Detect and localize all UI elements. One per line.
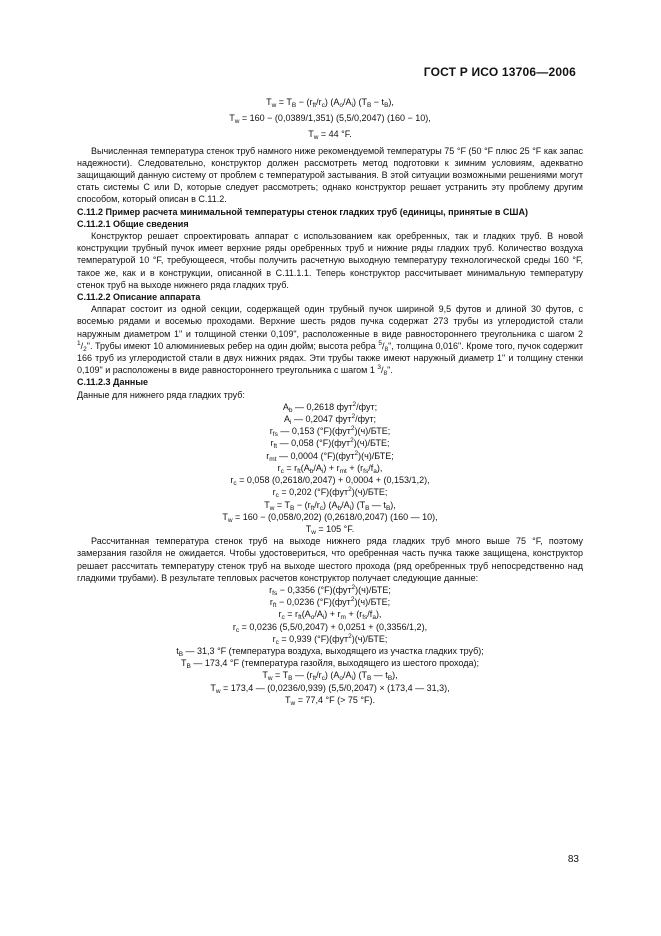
formula-line: $r_c = 0,939$ (°F)(фут$^2$)(ч)/БТЕ; xyxy=(272,632,388,646)
formula-line: $r_{ft}$ — 0,058 (°F)(фут$^2$)(ч)/БТЕ; xyxy=(270,437,390,451)
formula-line: $t_B$ — 31,3 °F (температура воздуха, выходящего из участка гладких труб); xyxy=(176,645,484,658)
formula-line: $A_b$ — 0,2618 фут$^2$/фут; xyxy=(282,400,378,414)
formula-line: $r_{mt}$ — 0,0004 (°F)(фут$^2$)(ч)/БТЕ; xyxy=(266,449,394,463)
formula-line: $r_c = 0,058$ (0,2618/0,2047) + 0,0004 + (0,153/1,2), xyxy=(230,475,430,488)
formula-line: $r_c = 0,202$ (°F)(фут$^2$)(ч)/БТЕ; xyxy=(272,486,388,500)
formula-line: $T_w = 77,4$ °F (> 75 °F). xyxy=(285,694,375,707)
formula-line: $r_{fs} - 0,3356$ (°F)(фут$^2$)(ч)/БТЕ; xyxy=(269,583,391,597)
formula-line: $r_c = 0,0236$ (5,5/0,2047) + 0,0251 + (0,3356/1,2), xyxy=(232,621,428,634)
document-body xyxy=(77,92,583,706)
section-heading: C.11.2.2 Описание аппарата xyxy=(77,292,201,303)
paragraph: Вычисленная температура стенок труб намного ниже рекомендуемой температуры 75 °F (50 °F плюс 25 °F как запас надежности). Следовательно, конструктор должен рассмотреть метод подготовки к зимним условиям, адекватно защищающий данную систему от проблем с температурой застывания. В этой ситуации возможными решениями могут стать системы C или D, которые следует рассмотреть; однако конструктор решает устранить эту проблему другим способом, который описан в C.11.2. xyxy=(77,145,583,205)
formula-line: $r_{ft} - 0,0236$ (°F)(фут$^2$)(ч)/БТЕ; xyxy=(269,596,391,610)
formula-line: $T_w = T_B - (r_{ft}/r_c)$ $(A_o/A_i) (T_B - t_B)$, xyxy=(266,97,394,109)
document-header: ГОСТ Р ИСО 13706—2006 xyxy=(423,65,576,79)
formula-line: $r_c = r_{ft}(A_o/A_i) + r_m + (r_{fs}/f_a)$, xyxy=(278,609,382,622)
formula-line: $T_w = 173,4$ — (0,0236/0,939) (5,5/0,2047) × (173,4 — 31,3), xyxy=(210,682,450,695)
paragraph: Аппарат состоит из одной секции, содержащей один трубный пучок шириной 9,5 футов и длиной 30 футов, с восемью рядами и восемью проходами. Верхние шесть рядов пучка содержат 273 трубы из углеродистой стали наружным диаметром 1" и толщиной стенки 0,109", расположенные в виде равностороннего треугольника с шагом 2 $^1/_2$". Трубы имеют 10 алюминиевых ребер на один дюйм; высота ребра $^5/_8$", толщина 0,016". Кроме того, пучок содержит 166 труб из углеродистой стали в двух нижних рядах. Эти трубы также имеют наружный диаметр 1" и толщину стенки 0,109" и расположены в виде равностороннего треугольника с шагом 1 $^3/_8$". xyxy=(77,304,583,378)
section-heading: C.11.2 Пример расчета минимальной температуры стенок гладких труб (единицы, принятые в США) xyxy=(77,206,528,217)
formula-line: $A_i$ — 0,2047 фут$^2$/фут; xyxy=(284,413,376,427)
paragraph: Рассчитанная температура стенок труб на выходе нижнего ряда гладких труб много выше 75 °F, поэтому замерзания газойля не ожидается. Чтобы удостовериться, что оребренная часть пучка также защищена, конструктор решает рассчитать температуру стенок труб на выходе шестого прохода (ряд оребренных труб непосредственно над гладкими трубами). В результате тепловых расчетов конструктор получает следующие данные: xyxy=(77,536,583,583)
formula-line: $r_{fs}$ — 0,153 (°F)(фут$^2$)(ч)/БТЕ; xyxy=(269,425,391,439)
formula-line: $T_w = T_B - (r_{ft}/r_c)$ $(A_b/A_i)$ ($T_B$ — $t_B$), xyxy=(264,499,396,512)
formula-line: $T_w = 160 - (0,0389/1,351)$ (5,5/0,2047) (160 − 10), xyxy=(229,113,431,126)
formula-line: $T_w = 105$ °F. xyxy=(305,523,355,536)
formula-line: $T_w = 160 - (0,058/0,202)$ (0,2618/0,2047) (160 — 10), xyxy=(222,511,438,524)
paragraph: Конструктор решает спроектировать аппарат с использованием как оребренных, так и гладких труб. В новой конструкции трубный пучок имеет верхние ряды оребренных труб и нижние ряды гладких труб. Количество воздуха температурой 10 °F, требующееся, чтобы получить расчетную выходную температуру технологической среды 160 °F, такое же, как и в конструкции, описанной в C.11.1.1. Теперь конструктор рассчитывает минимальную температуру стенок труб на выходе нижнего ряда гладких труб. xyxy=(77,231,583,290)
formula-line: $T_w = T_B$ — $(r_{ft}/r_c)$ $(A_o/A_i)$ ($T_B$ — $t_B$), xyxy=(262,670,398,683)
formula-line: $r_c = r_{ft}(A_b/A_i) + r_{mt} + (r_{fs}/f_a)$, xyxy=(277,462,383,475)
text-line: Данные для нижнего ряда гладких труб: xyxy=(77,389,245,400)
section-heading: C.11.2.1 Общие сведения xyxy=(77,218,189,229)
section-heading: C.11.2.3 Данные xyxy=(77,377,149,388)
page-number: 83 xyxy=(567,854,579,865)
formula-line: $T_w = 44$ °F. xyxy=(308,129,352,142)
formula-line: $T_B$ — 173,4 °F (температура газойля, выходящего из шестого прохода); xyxy=(181,658,479,671)
